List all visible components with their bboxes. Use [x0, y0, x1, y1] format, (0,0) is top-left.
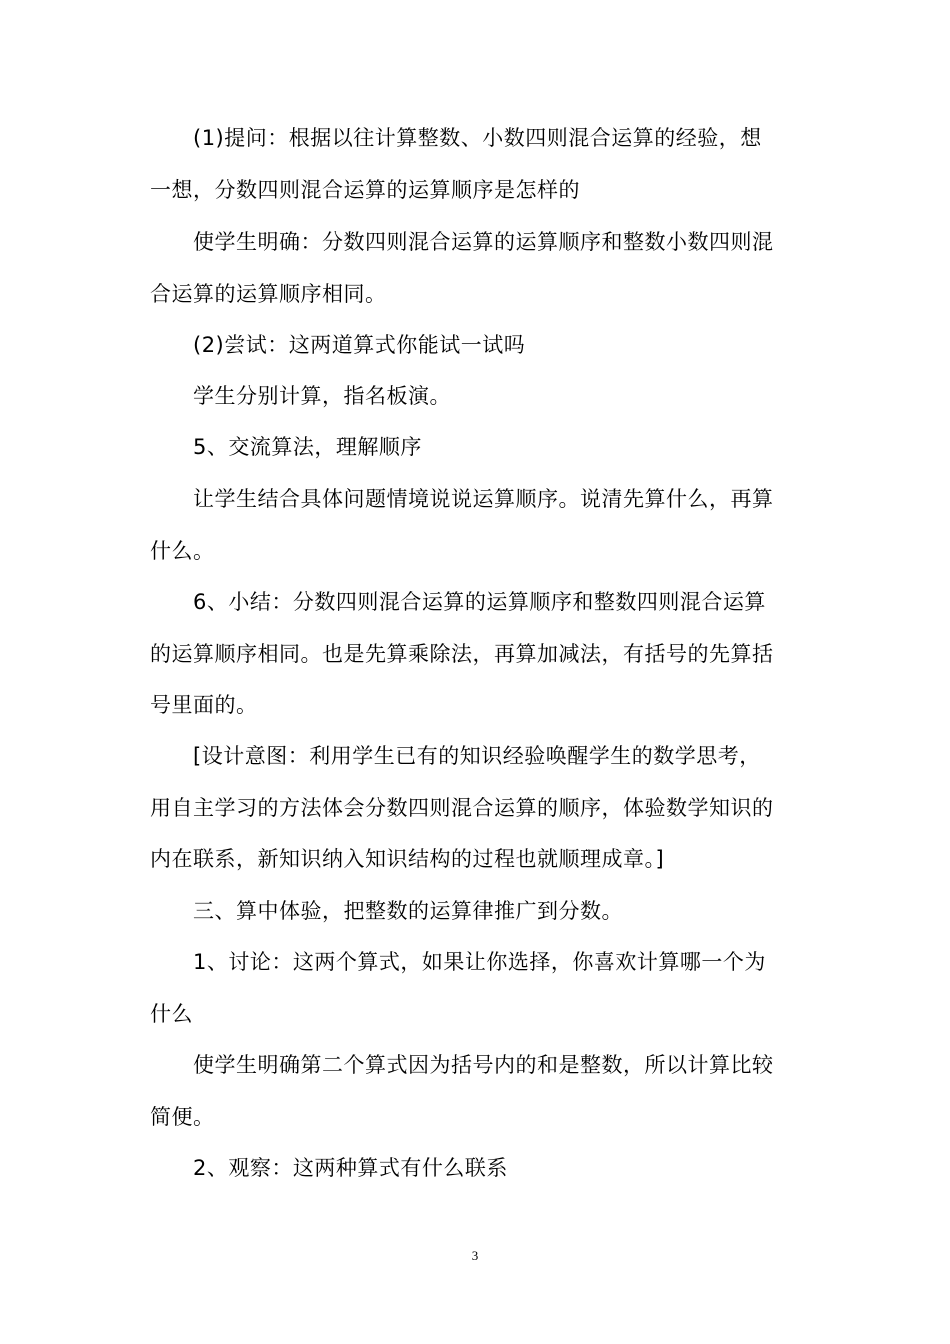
section-heading: 5、交流算法，理解顺序	[193, 435, 422, 459]
paragraph-line: 让学生结合具体问题情境说说运算顺序。说清先算什么，再算	[193, 487, 774, 511]
paragraph-line: 什么	[150, 1002, 193, 1026]
paragraph-line: 简便。	[150, 1105, 215, 1129]
paragraph-line: 使学生明确第二个算式因为括号内的和是整数，所以计算比较	[193, 1053, 774, 1077]
paragraph-line: 号里面的。	[150, 693, 258, 717]
paragraph-line: (2)尝试：这两道算式你能试一试吗	[193, 333, 526, 357]
paragraph-line: (1)提问：根据以往计算整数、小数四则混合运算的经验，想	[193, 126, 762, 150]
paragraph-line: 学生分别计算，指名板演。	[193, 384, 451, 408]
paragraph-line: 2、观察：这两种算式有什么联系	[193, 1156, 508, 1180]
paragraph-line: 的运算顺序相同。也是先算乘除法，再算加减法，有括号的先算括	[150, 642, 774, 666]
paragraph-line: 合运算的运算顺序相同。	[150, 282, 387, 306]
design-intent-line: [设计意图：利用学生已有的知识经验唤醒学生的数学思考，	[193, 744, 761, 768]
section-heading: 三、算中体验，把整数的运算律推广到分数。	[193, 899, 623, 923]
paragraph-line: 使学生明确：分数四则混合运算的运算顺序和整数小数四则混	[193, 230, 774, 254]
design-intent-line: 内在联系，新知识纳入知识结构的过程也就顺理成章。]	[150, 847, 665, 871]
paragraph-line: 一想，分数四则混合运算的运算顺序是怎样的	[150, 178, 580, 202]
design-intent-line: 用自主学习的方法体会分数四则混合运算的顺序，体验数学知识的	[150, 796, 774, 820]
paragraph-line: 1、讨论：这两个算式，如果让你选择，你喜欢计算哪一个为	[193, 950, 766, 974]
paragraph-line: 什么。	[150, 539, 215, 563]
page-number: 3	[471, 1248, 479, 1263]
paragraph-line: 6、小结：分数四则混合运算的运算顺序和整数四则混合运算	[193, 590, 766, 614]
